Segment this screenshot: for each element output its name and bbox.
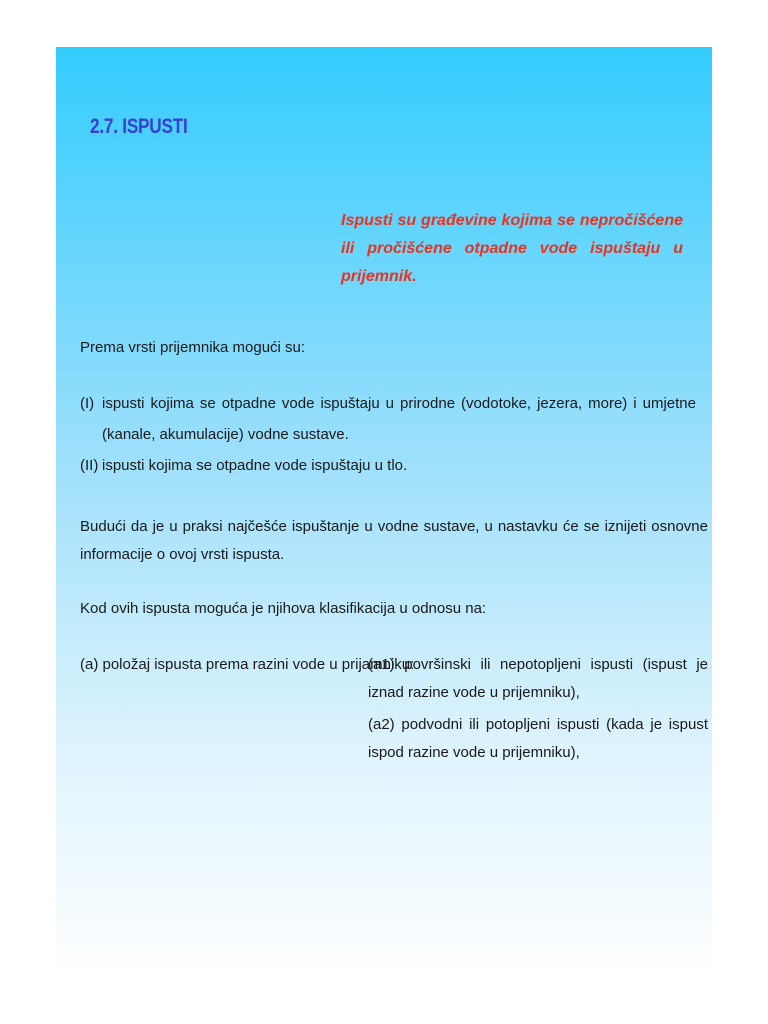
classification-item: (a2) podvodni ili potopljeni ispusti (kada je ispust ispod razine vode u prijemniku),	[368, 716, 708, 761]
classification-intro: Kod ovih ispusta moguća je njihova klasifikacija u odnosu na:	[80, 600, 487, 617]
classification-item: (a1) površinski ili nepotopljeni ispusti (ispust je iznad razine vode u prijemniku),	[368, 656, 708, 701]
classification-label: (a) položaj ispusta prema razini vode u prijamniku:	[80, 656, 415, 673]
list-item-text: ispusti kojima se otpadne vode ispuštaju u prirodne (vodotoke, jezera, more) i umjetne (kanale, akumulacije) vodne sustave.	[102, 395, 696, 443]
list-item	[80, 450, 696, 481]
list-item	[80, 388, 696, 450]
definition-text: Ispusti su građevine kojima se nepročišćene ili pročišćene otpadne vode ispuštaju u prijemnik.	[341, 212, 683, 285]
list-item-marker: (I)	[80, 395, 95, 412]
note-paragraph: Budući da je u praksi najčešće ispuštanje u vodne sustave, u nastavku će se iznijeti osnovne informacije o ovoj vrsti ispusta.	[80, 518, 708, 563]
section-title: 2.7. ISPUSTI	[90, 115, 188, 138]
list-item-text: ispusti kojima se otpadne vode ispuštaju u tlo.	[102, 457, 408, 474]
list-item-marker: (II)	[80, 457, 99, 474]
classification-items	[368, 651, 708, 771]
receiver-types-list	[80, 388, 696, 481]
slide-page	[56, 47, 712, 977]
intro-paragraph: Prema vrsti prijemnika mogući su:	[80, 339, 306, 356]
